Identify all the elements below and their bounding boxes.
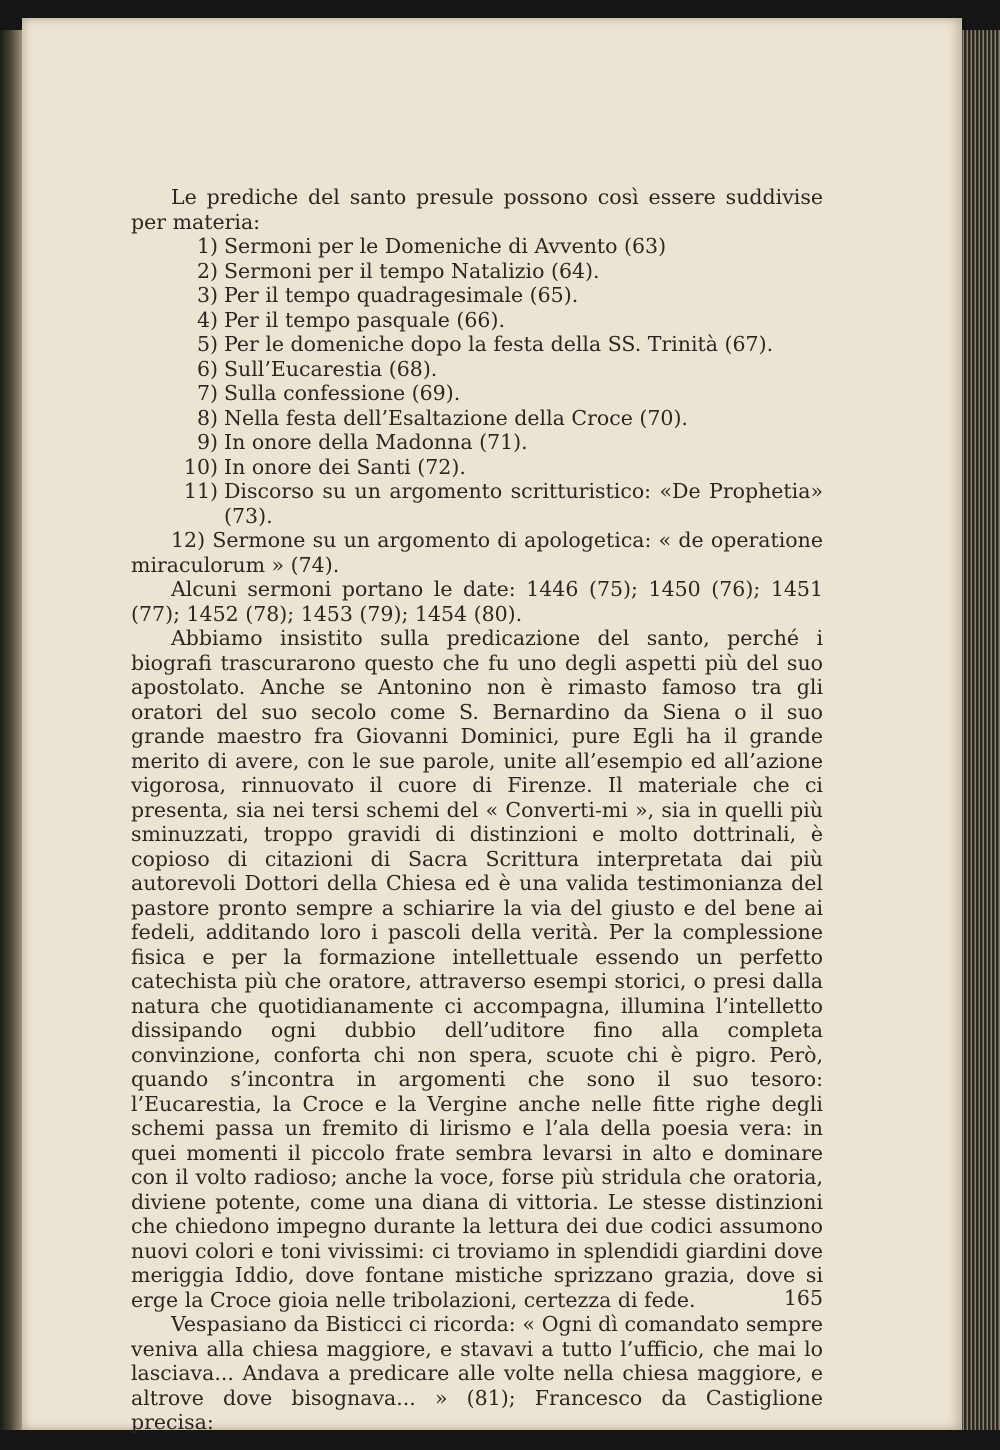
body-text bbox=[131, 185, 823, 1435]
item-number: 8) bbox=[196, 405, 218, 430]
list-item bbox=[131, 406, 823, 431]
list-item bbox=[131, 430, 823, 455]
item-number: 12) bbox=[171, 528, 206, 552]
list-item bbox=[131, 479, 823, 528]
item-text: Per il tempo pasquale (66). bbox=[224, 307, 505, 332]
item-text: Per il tempo quadragesimale (65). bbox=[224, 283, 579, 307]
page-number: 165 bbox=[783, 1286, 823, 1310]
item-number: 5) bbox=[196, 332, 218, 356]
sermon-category-list bbox=[131, 234, 823, 577]
preaching-paragraph: Abbiamo insistito sulla predicazione del santo, perché i biografi trascurarono questo che fu uno degli aspetti più del suo apostolato. Anche se Antonino non è rimasto famoso tra gli oratori del suo secolo come S. Bernardino da Siena o il suo grande maestro fra Giovanni Dominici, pure Egli ha il grande merito di avere, con le sue parole, unite all’esempio ed all’azione vigorosa, rinnuovato il cuore di Firenze. Il materiale che ci presenta, sia nei tersi schemi del « Converti-mi », sia in quelli più sminuzzati, troppo gravidi di distinzioni e molto dottrinali, è copioso di citazioni di Sacra Scrittura interpretata dai più autorevoli Dottori della Chiesa ed è una valida testimonianza del pastore pronto sempre a schiarire la via del giusto e del bene ai fedeli, additando loro i pascoli della verità. Per la complessione fisica e per la formazione intellettuale essendo un perfetto catechista più che oratore, attraverso esempi storici, o presi dalla natura che quotidianamente ci accompagna, illumina l’intelletto dissipando ogni dubbio dell’uditore fino alla completa convinzione, conforta chi non spera, scuote chi è pigro. Però, quando s’incontra in argomenti che sono il suo tesoro: l’Eucarestia, la Croce e la Vergine anche nelle fitte righe degli schemi passa un fremito di lirismo e l’ala della poesia vera: in quei momenti il piccolo frate sembra levarsi in alto e dominare con il volto radioso; anche la voce, forse più stridula che oratoria, diviene potente, come una diana di vittoria. Le stesse distinzioni che chiedono impegno durante la lettura dei due codici assumono nuovi colori e toni vivissimi: ci troviamo in splendidi giardini dove meriggia Iddio, dove fontane mistiche sprizzano grazia, dove si erge la Croce gioia nelle tribolazioni, certezza di fede. bbox=[131, 626, 823, 1312]
item-text: Sermoni per il tempo Natalizio (64). bbox=[224, 258, 600, 283]
item-number: 3) bbox=[196, 283, 218, 307]
list-item bbox=[131, 357, 823, 382]
item-number: 2) bbox=[196, 258, 218, 283]
list-item bbox=[131, 455, 823, 480]
item-text: In onore dei Santi (72). bbox=[224, 454, 466, 479]
item-text: Discorso su un argomento scritturistico: «De Prophetia» (73). bbox=[224, 479, 823, 528]
item-number: 6) bbox=[196, 356, 218, 381]
item-number: 10) bbox=[183, 454, 218, 479]
item-text: Nella festa dell’Esaltazione della Croce (70). bbox=[224, 405, 688, 430]
item-number: 9) bbox=[196, 430, 218, 454]
item-text: Per le domeniche dopo la festa della SS. Trinità (67). bbox=[224, 332, 774, 356]
item-text: Sulla confessione (69). bbox=[224, 381, 461, 405]
list-item bbox=[131, 234, 823, 259]
list-item bbox=[131, 332, 823, 357]
item-text: Sull’Eucarestia (68). bbox=[224, 356, 438, 381]
list-item bbox=[131, 528, 823, 577]
item-text: Sermone su un argomento di apologetica: « de operatione miraculorum » (74). bbox=[131, 528, 823, 577]
list-item bbox=[131, 381, 823, 406]
dates-paragraph: Alcuni sermoni portano le date: 1446 (75); 1450 (76); 1451 (77); 1452 (78); 1453 (79); 1454 (80). bbox=[131, 577, 823, 626]
item-number: 4) bbox=[196, 307, 218, 332]
page-stack-edge bbox=[960, 30, 1000, 1430]
item-number: 11) bbox=[183, 479, 218, 503]
item-text: In onore della Madonna (71). bbox=[224, 430, 528, 454]
item-number: 7) bbox=[196, 381, 218, 405]
vespasiano-paragraph: Vespasiano da Bisticci ci ricorda: « Ogni dì comandato sempre veniva alla chiesa maggiore, e stavavi a tutto l’ufficio, che mai lo lasciava... Andava a predicare alle volte nella chiesa maggiore, e altrove dove bisognava... » (81); Francesco da Castiglione precisa: bbox=[131, 1312, 823, 1434]
list-item bbox=[131, 259, 823, 284]
list-item bbox=[131, 283, 823, 308]
intro-paragraph: Le prediche del santo presule possono così essere suddivise per materia: bbox=[131, 185, 823, 234]
item-number: 1) bbox=[196, 234, 218, 258]
list-item bbox=[131, 308, 823, 333]
item-text: Sermoni per le Domeniche di Avvento (63) bbox=[224, 234, 667, 258]
